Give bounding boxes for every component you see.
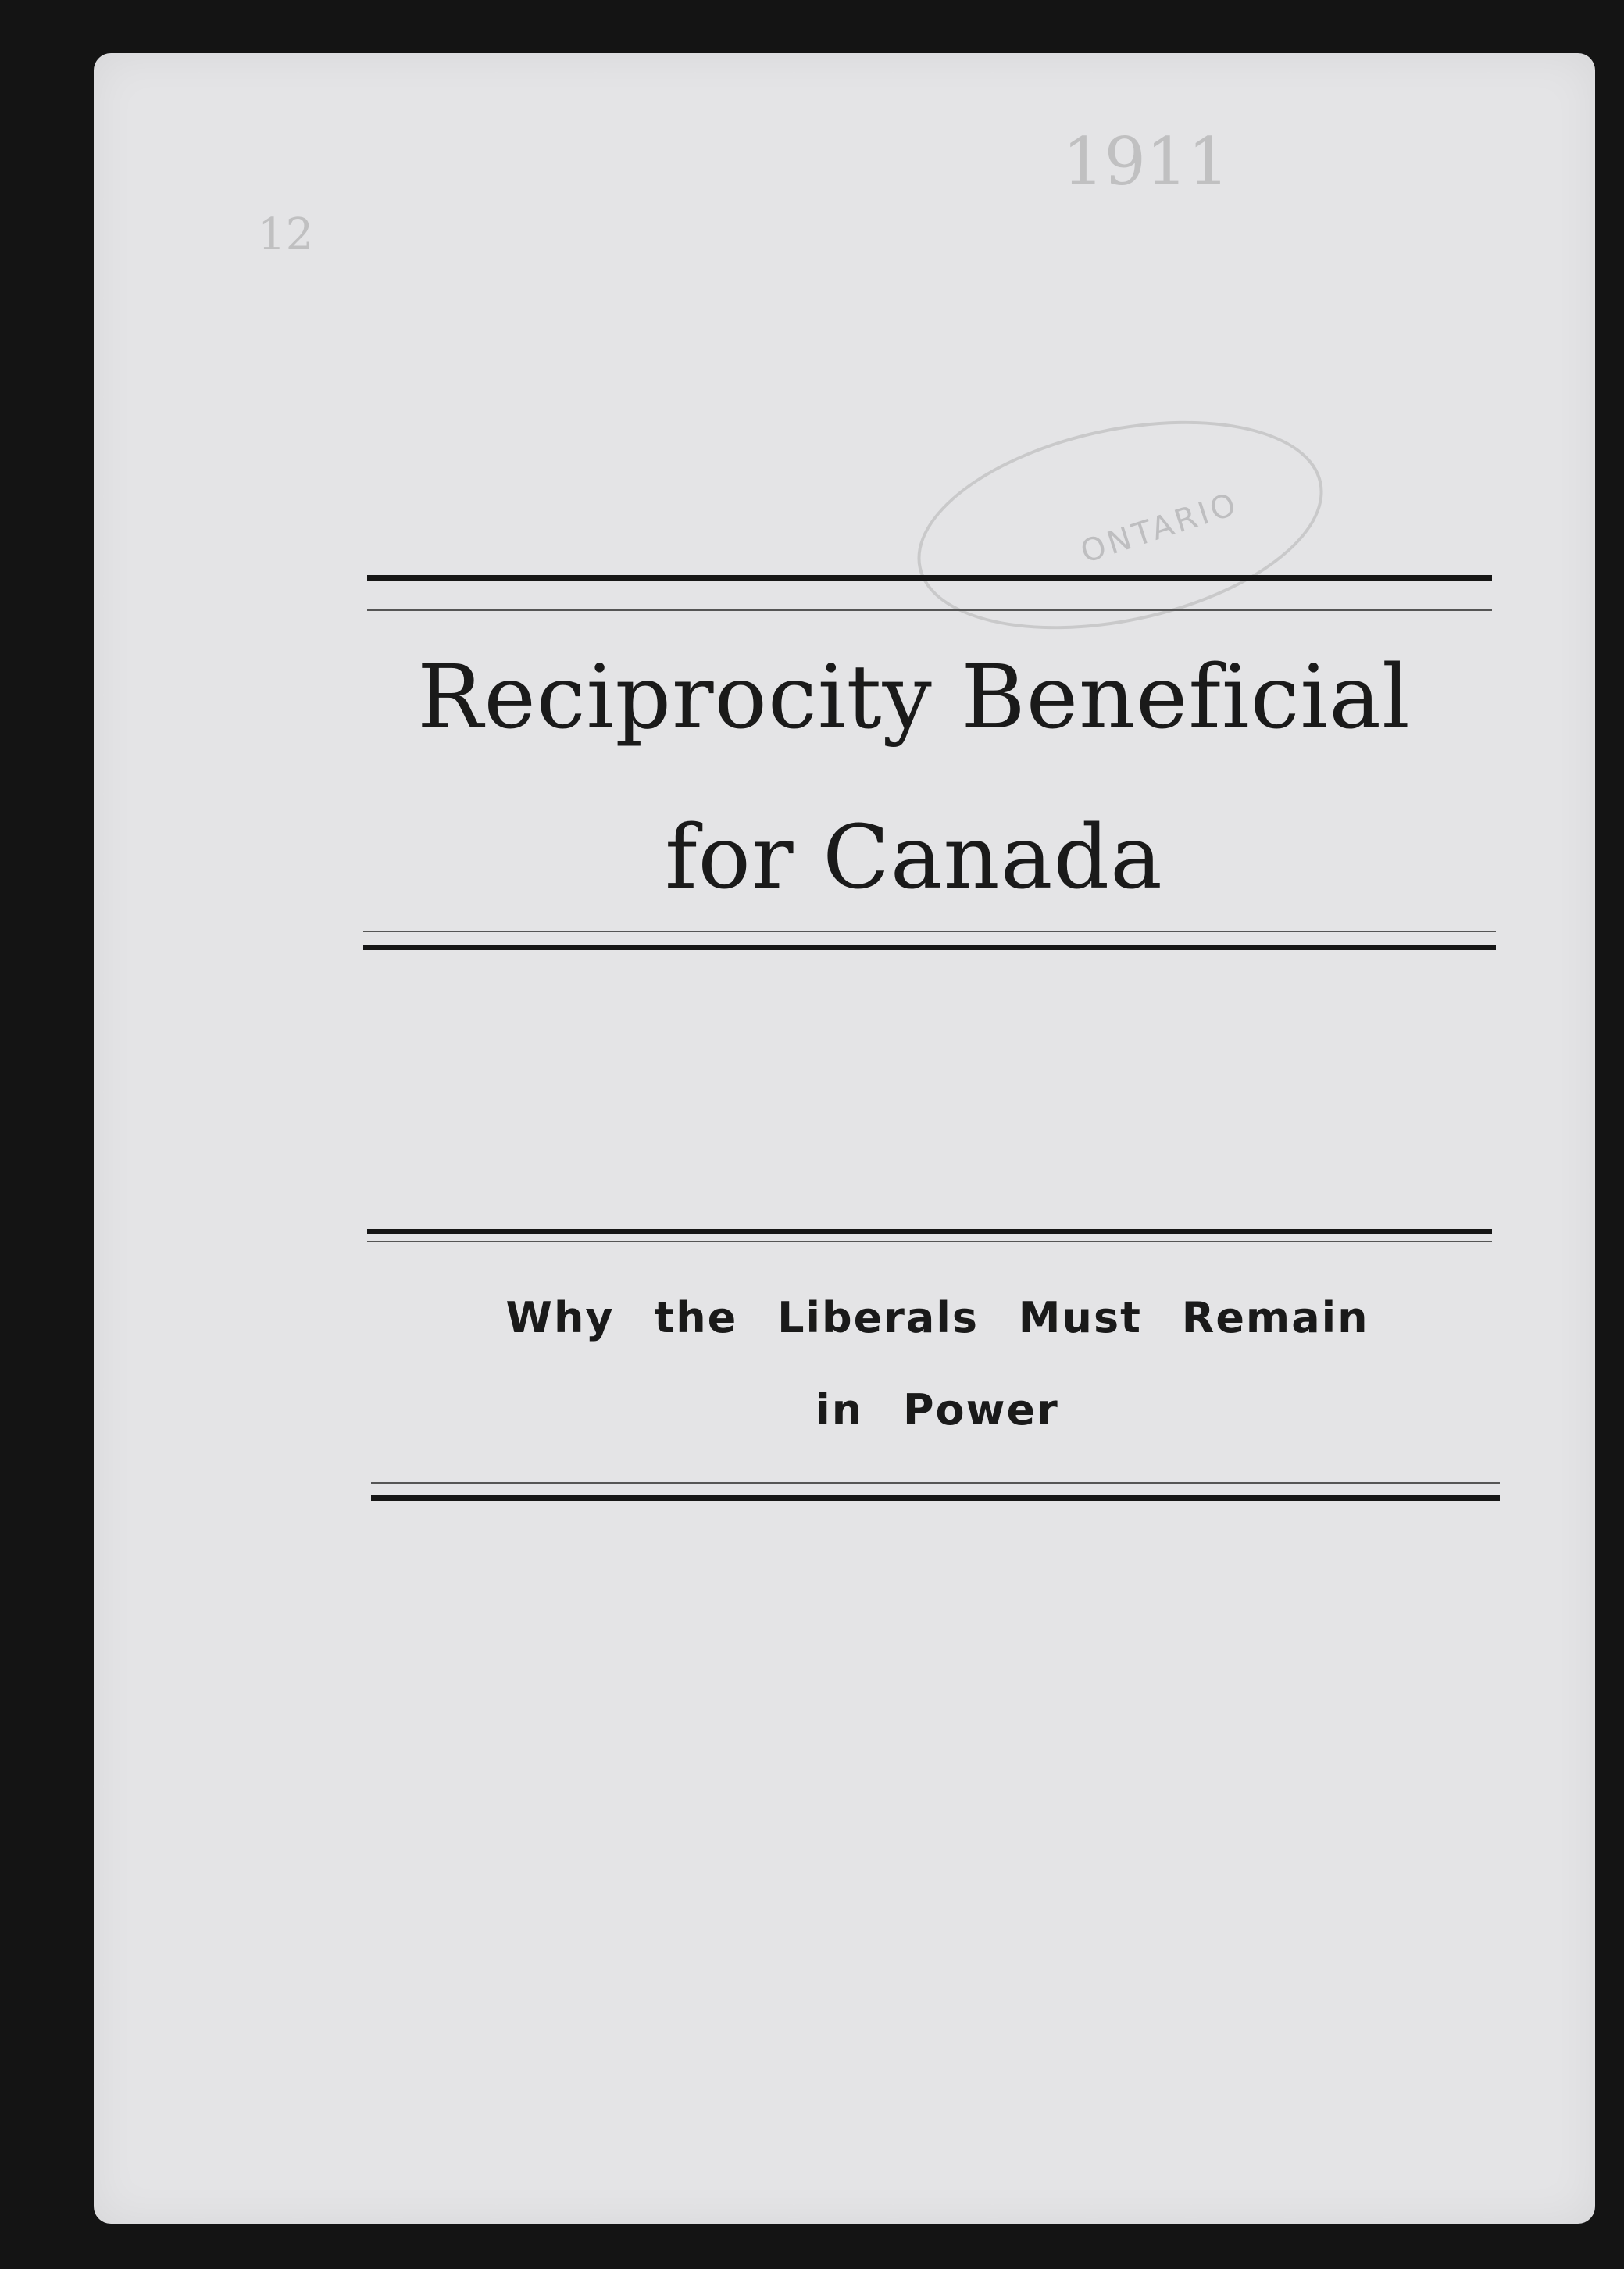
- subtitle-line-2: in Power: [816, 1385, 1059, 1435]
- subtitle-top-hairline: [367, 1241, 1492, 1242]
- pamphlet-cover: [94, 53, 1595, 2224]
- subtitle-top-rule: [367, 1229, 1492, 1234]
- top-rule: [367, 575, 1492, 581]
- pencil-mark-left: 12: [258, 209, 314, 260]
- subtitle-line-1: Why the Liberals Must Remain: [505, 1293, 1369, 1342]
- pencil-mark-top: 1911: [1062, 123, 1230, 200]
- title-hairline: [363, 931, 1496, 932]
- title-line-2: for Canada: [665, 807, 1163, 909]
- bottom-hairline: [371, 1482, 1500, 1484]
- bottom-rule: [371, 1495, 1500, 1501]
- stamp-text: ONTARIO: [1076, 485, 1244, 571]
- top-hairline: [367, 609, 1492, 611]
- title-rule: [363, 945, 1496, 950]
- title-line-1: Reciprocity Beneficial: [417, 647, 1411, 749]
